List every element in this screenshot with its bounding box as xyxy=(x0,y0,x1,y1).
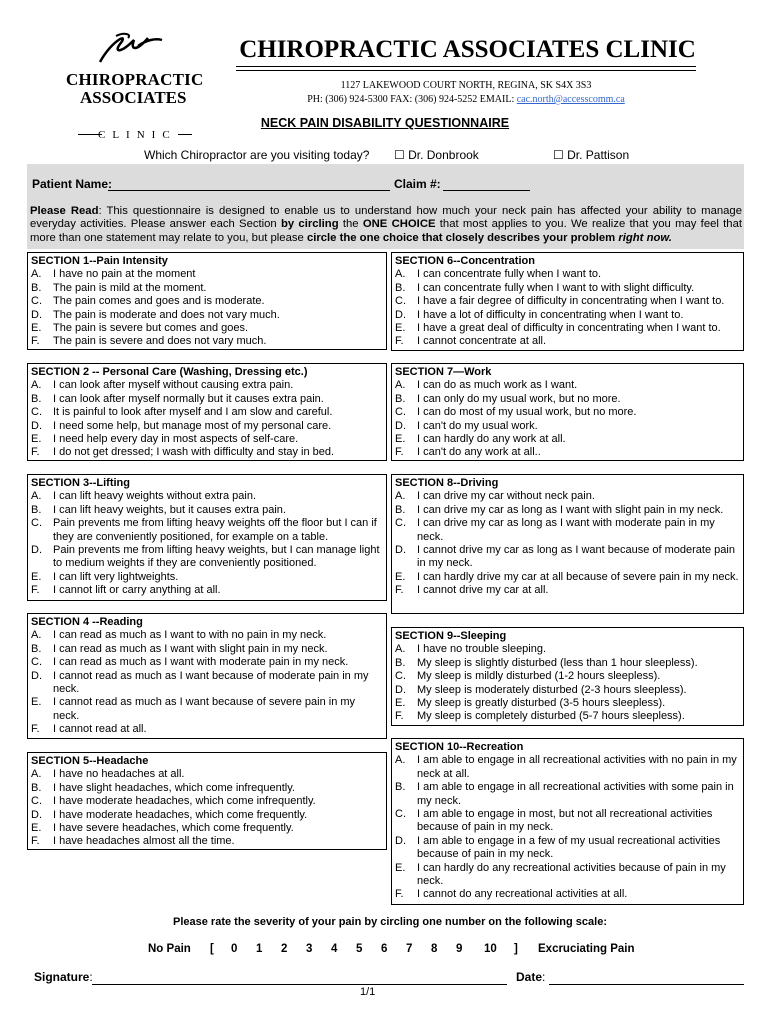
option-letter: C. xyxy=(395,670,406,683)
option-letter: A. xyxy=(31,490,42,503)
option-letter: A. xyxy=(31,629,42,642)
section-title: SECTION 6--Concentration xyxy=(395,255,535,267)
answer-option[interactable] xyxy=(31,809,383,822)
option-letter: E. xyxy=(395,697,406,710)
option-letter: B. xyxy=(395,781,406,794)
option-text: I need some help, but manage most of my personal care. xyxy=(53,419,332,432)
pain-scale-0[interactable]: 0 xyxy=(231,943,238,955)
section-title: SECTION 1--Pain Intensity xyxy=(31,255,168,267)
option-text: I can drive my car as long as I want with moderate pain in my neck. xyxy=(417,517,715,543)
section-6-concentration xyxy=(391,252,744,351)
option-text: My sleep is moderately disturbed (2-3 hours sleepless). xyxy=(417,683,687,696)
option-text: My sleep is mildly disturbed (1-2 hours sleepless). xyxy=(417,670,661,683)
clinic-title: CHIROPRACTIC ASSOCIATES CLINIC xyxy=(239,36,696,63)
answer-option[interactable] xyxy=(31,295,383,308)
answer-option[interactable] xyxy=(31,406,383,419)
section-title: SECTION 5--Headache xyxy=(31,755,149,767)
answer-option[interactable] xyxy=(31,433,383,446)
option-letter: F. xyxy=(395,888,404,901)
answer-option[interactable] xyxy=(31,656,383,669)
claim-field[interactable] xyxy=(443,190,530,191)
pain-scale-10[interactable]: 10 xyxy=(484,943,497,955)
option-text: I cannot drive my car at all. xyxy=(417,584,549,597)
option-text: I have slight headaches, which come infrequently. xyxy=(53,781,295,794)
section-5-headache xyxy=(27,752,387,850)
section-title: SECTION 9--Sleeping xyxy=(395,630,507,642)
option-text: I have no trouble sleeping. xyxy=(417,643,547,656)
option-text: My sleep is slightly disturbed (less than 1 hour sleepless). xyxy=(417,656,698,669)
questionnaire-title: NECK PAIN DISABILITY QUESTIONNAIRE xyxy=(260,116,510,130)
section-title: SECTION 2 -- Personal Care (Washing, Dressing etc.) xyxy=(31,366,308,378)
section-title: SECTION 8--Driving xyxy=(395,477,499,489)
option-letter: C. xyxy=(395,808,406,821)
answer-option[interactable] xyxy=(395,295,740,308)
option-text: Pain prevents me from lifting heavy weights, but I can manage light to medium weights if they are conveniently positioned. xyxy=(53,544,380,570)
option-text: Pain prevents me from lifting heavy weights off the floor but I can if they are conveniently positioned, for example on a table. xyxy=(53,517,377,543)
clinic-logo xyxy=(60,30,204,141)
pain-scale-4[interactable]: 4 xyxy=(331,943,338,955)
answer-option[interactable] xyxy=(395,835,740,862)
claim-label: Claim #: xyxy=(394,177,441,191)
option-letter: E. xyxy=(395,433,406,446)
answer-option[interactable] xyxy=(395,282,740,295)
answer-option[interactable] xyxy=(395,517,740,544)
option-text: I cannot lift or carry anything at all. xyxy=(53,584,221,597)
answer-option[interactable] xyxy=(31,490,383,503)
date-label: Date: xyxy=(516,970,546,984)
option-letter: B. xyxy=(395,656,406,669)
answer-option[interactable] xyxy=(395,393,740,406)
option-letter: B. xyxy=(31,281,42,294)
instructions: Please Read: This questionnaire is designed to enable us to understand how much your neck pain has affected your ability to manage everyday activities. Please answer each Section by circling the ONE CHOICE that most applies to you. We realize that you may feel that more than one statement may relate to you, but please circle the one choice that closely describes your problem right now. xyxy=(30,205,742,244)
answer-option[interactable] xyxy=(31,544,383,571)
option-letter: A. xyxy=(395,490,406,503)
option-letter: D. xyxy=(31,669,42,682)
option-text: The pain is severe and does not vary much. xyxy=(53,335,267,348)
answer-option[interactable] xyxy=(31,322,383,335)
option-letter: D. xyxy=(31,544,42,557)
option-text: I can hardly do any work at all. xyxy=(417,433,566,446)
answer-option[interactable] xyxy=(31,782,383,795)
option-text: I can hardly do any recreational activities because of pain in my neck. xyxy=(417,861,726,888)
option-text: The pain is mild at the moment. xyxy=(53,281,207,294)
pain-scale-2[interactable]: 2 xyxy=(281,943,288,955)
checkbox-pattison[interactable]: ☐ Dr. Pattison xyxy=(553,148,630,162)
option-text: I have moderate headaches, which come frequently. xyxy=(53,808,308,821)
option-text: The pain is severe but comes and goes. xyxy=(53,322,249,335)
section-8-driving xyxy=(391,474,744,614)
option-letter: A. xyxy=(395,754,406,767)
option-letter: E. xyxy=(31,696,42,709)
clinic-contact xyxy=(236,94,696,105)
option-text: I am able to engage in most, but not all recreational activities because of pain in my neck. xyxy=(417,808,713,834)
answer-option[interactable] xyxy=(31,268,383,281)
answer-option[interactable] xyxy=(395,490,740,503)
answer-option[interactable] xyxy=(31,629,383,642)
option-letter: B. xyxy=(395,281,406,294)
option-letter: C. xyxy=(31,517,42,530)
answer-option[interactable] xyxy=(395,433,740,446)
option-letter: D. xyxy=(31,308,42,321)
option-letter: E. xyxy=(31,822,42,835)
signature-field[interactable] xyxy=(92,984,507,985)
answer-option[interactable] xyxy=(31,504,383,517)
option-letter: F. xyxy=(395,584,404,597)
option-letter: F. xyxy=(395,446,404,459)
option-letter: D. xyxy=(395,419,406,432)
page-number: 1/1 xyxy=(360,986,376,998)
option-text: I can lift heavy weights without extra pain. xyxy=(53,490,256,503)
option-text: I can concentrate fully when I want to with slight difficulty. xyxy=(417,281,695,294)
answer-option[interactable] xyxy=(395,571,740,584)
option-text: I can concentrate fully when I want to. xyxy=(417,268,602,281)
answer-option[interactable] xyxy=(31,696,383,723)
option-letter: E. xyxy=(395,322,406,335)
answer-option[interactable] xyxy=(395,657,740,670)
patient-name-label: Patient Name: xyxy=(32,177,113,191)
option-text: I can't do my usual work. xyxy=(417,419,538,432)
phone-fax: PH: (306) 924-5300 FAX: (306) 924-5252 EMAIL: xyxy=(307,94,515,105)
pain-scale-7[interactable]: 7 xyxy=(406,943,413,955)
option-text: I can drive my car as long as I want with slight pain in my neck. xyxy=(417,503,724,516)
option-text: I have no headaches at all. xyxy=(53,768,185,781)
section-2-personal-care xyxy=(27,363,387,461)
option-letter: B. xyxy=(31,642,42,655)
answer-option[interactable] xyxy=(31,571,383,584)
option-text: My sleep is greatly disturbed (3-5 hours sleepless). xyxy=(417,697,666,710)
option-letter: C. xyxy=(31,295,42,308)
option-text: I cannot read as much as I want because of moderate pain in my neck. xyxy=(53,669,369,696)
option-letter: F. xyxy=(395,335,404,348)
option-letter: E. xyxy=(31,570,42,583)
option-letter: A. xyxy=(395,379,406,392)
section-3-lifting xyxy=(27,474,387,601)
option-letter: B. xyxy=(31,503,42,516)
option-letter: F. xyxy=(31,446,40,459)
option-text: I have headaches almost all the time. xyxy=(53,835,235,848)
answer-option[interactable] xyxy=(31,822,383,835)
option-letter: E. xyxy=(31,322,42,335)
option-text: I can hardly drive my car at all because of severe pain in my neck. xyxy=(417,570,739,583)
option-text: The pain comes and goes and is moderate. xyxy=(53,295,265,308)
logo-text-line3: CLINIC xyxy=(98,129,177,141)
answer-option[interactable] xyxy=(31,420,383,433)
answer-option[interactable] xyxy=(395,420,740,433)
option-letter: C. xyxy=(395,517,406,530)
checkbox-donbrook[interactable]: ☐ Dr. Donbrook xyxy=(394,148,479,162)
answer-option[interactable] xyxy=(395,406,740,419)
email-link[interactable]: cac.north@accesscomm.ca xyxy=(516,94,625,105)
option-letter: F. xyxy=(395,710,404,723)
option-text: I can only do my usual work, but no more. xyxy=(417,392,621,405)
option-text: I cannot read at all. xyxy=(53,723,147,736)
section-7-work xyxy=(391,363,744,461)
option-letter: B. xyxy=(395,392,406,405)
pain-scale-1[interactable]: 1 xyxy=(256,943,263,955)
option-text: It is painful to look after myself and I am slow and careful. xyxy=(53,406,333,419)
answer-option[interactable] xyxy=(395,446,740,459)
option-letter: A. xyxy=(31,768,42,781)
answer-option[interactable] xyxy=(395,684,740,697)
answer-option[interactable] xyxy=(31,835,383,848)
option-text: I can read as much as I want with moderate pain in my neck. xyxy=(53,656,349,669)
option-text: I cannot do any recreational activities at all. xyxy=(417,888,628,901)
option-text: My sleep is completely disturbed (5-7 hours sleepless). xyxy=(417,710,685,723)
pain-scale-9[interactable]: 9 xyxy=(456,943,463,955)
answer-option[interactable] xyxy=(395,335,740,348)
option-letter: F. xyxy=(31,723,40,736)
option-letter: D. xyxy=(395,834,406,847)
option-text: I do not get dressed; I wash with difficulty and stay in bed. xyxy=(53,446,335,459)
answer-option[interactable] xyxy=(31,643,383,656)
option-text: I have no pain at the moment xyxy=(53,268,196,281)
header-rule xyxy=(236,66,696,67)
option-letter: E. xyxy=(395,861,406,874)
answer-option[interactable] xyxy=(31,723,383,736)
option-text: I can look after myself without causing extra pain. xyxy=(53,379,294,392)
section-title: SECTION 4 --Reading xyxy=(31,616,143,628)
answer-option[interactable] xyxy=(395,268,740,281)
answer-option[interactable] xyxy=(395,309,740,322)
option-text: I am able to engage in a few of my usual recreational activities because of pain in my neck. xyxy=(417,834,721,861)
logo-text-line2: ASSOCIATES xyxy=(80,88,187,107)
option-text: I cannot drive my car as long as I want because of moderate pain in my neck. xyxy=(417,544,735,570)
severity-prompt: Please rate the severity of your pain by circling one number on the following scale: xyxy=(173,916,607,928)
option-text: I can lift very lightweights. xyxy=(53,570,179,583)
option-text: I am able to engage in all recreational activities with no pain in my neck at all. xyxy=(417,754,737,780)
option-text: I have a great deal of difficulty in concentrating when I want to. xyxy=(417,322,721,335)
answer-option[interactable] xyxy=(31,335,383,348)
logo-text-line1: CHIROPRACTIC xyxy=(66,70,204,89)
pain-scale-5[interactable]: 5 xyxy=(356,943,363,955)
option-text: I can do most of my usual work, but no more. xyxy=(417,406,637,419)
no-pain-label: No Pain xyxy=(148,943,191,955)
option-letter: D. xyxy=(395,683,406,696)
answer-option[interactable] xyxy=(31,670,383,697)
option-letter: C. xyxy=(395,406,406,419)
answer-option[interactable] xyxy=(31,795,383,808)
option-letter: A. xyxy=(31,379,42,392)
chiropractor-question: Which Chiropractor are you visiting today? xyxy=(144,148,370,162)
option-text: I can look after myself normally but it causes extra pain. xyxy=(53,392,324,405)
option-letter: B. xyxy=(395,503,406,516)
option-text: I cannot concentrate at all. xyxy=(417,335,547,348)
answer-option[interactable] xyxy=(31,517,383,544)
option-text: I have a fair degree of difficulty in concentrating when I want to. xyxy=(417,295,725,308)
answer-option[interactable] xyxy=(395,808,740,835)
answer-option[interactable] xyxy=(395,710,740,723)
option-letter: D. xyxy=(395,544,406,557)
option-text: The pain is moderate and does not vary much. xyxy=(53,308,280,321)
option-letter: C. xyxy=(31,406,42,419)
header-rule xyxy=(236,70,696,71)
option-text: I can read as much as I want to with no pain in my neck. xyxy=(53,629,327,642)
answer-option[interactable] xyxy=(395,544,740,571)
option-letter: E. xyxy=(31,433,42,446)
option-text: I have moderate headaches, which come infrequently. xyxy=(53,795,316,808)
option-text: I can lift heavy weights, but it causes extra pain. xyxy=(53,503,286,516)
answer-option[interactable] xyxy=(395,754,740,781)
option-letter: D. xyxy=(31,419,42,432)
answer-option[interactable] xyxy=(395,888,740,901)
answer-option[interactable] xyxy=(31,309,383,322)
section-9-sleeping xyxy=(391,627,744,726)
option-letter: C. xyxy=(31,795,42,808)
answer-option[interactable] xyxy=(31,379,383,392)
option-letter: A. xyxy=(31,268,42,281)
answer-option[interactable] xyxy=(31,393,383,406)
option-text: I am able to engage in all recreational activities with some pain in my neck. xyxy=(417,781,734,807)
option-letter: C. xyxy=(31,656,42,669)
answer-option[interactable] xyxy=(31,282,383,295)
answer-option[interactable] xyxy=(395,670,740,683)
section-title: SECTION 10--Recreation xyxy=(395,741,524,753)
answer-option[interactable] xyxy=(395,322,740,335)
answer-option[interactable] xyxy=(395,862,740,889)
section-4-reading xyxy=(27,613,387,739)
pain-scale-3[interactable]: 3 xyxy=(306,943,313,955)
patient-name-field[interactable] xyxy=(108,190,390,191)
answer-option[interactable] xyxy=(395,379,740,392)
section-1-pain-intensity xyxy=(27,252,387,350)
logo-divider-right xyxy=(178,134,192,135)
option-text: I have severe headaches, which come frequently. xyxy=(53,822,294,835)
answer-option[interactable] xyxy=(395,584,740,597)
clinic-address: 1127 LAKEWOOD COURT NORTH, REGINA, SK S4X 3S3 xyxy=(340,80,592,91)
option-text: I have a lot of difficulty in concentrating when I want to. xyxy=(417,308,684,321)
signature-label: Signature: xyxy=(34,970,93,984)
option-letter: E. xyxy=(395,570,406,583)
option-letter: B. xyxy=(31,781,42,794)
option-letter: F. xyxy=(31,584,40,597)
logo-swoosh-icon xyxy=(90,30,170,70)
option-letter: F. xyxy=(31,835,40,848)
excruciating-label: Excruciating Pain xyxy=(538,943,635,955)
pain-scale-6[interactable]: 6 xyxy=(381,943,388,955)
answer-option[interactable] xyxy=(31,446,383,459)
section-title: SECTION 7—Work xyxy=(395,366,492,378)
option-text: I can't do any work at all.. xyxy=(417,446,541,459)
answer-option[interactable] xyxy=(395,504,740,517)
section-10-recreation xyxy=(391,738,744,905)
option-letter: A. xyxy=(395,643,406,656)
option-letter: D. xyxy=(395,308,406,321)
option-text: I cannot read as much as I want because of severe pain in my neck. xyxy=(53,696,356,722)
answer-option[interactable] xyxy=(31,768,383,781)
section-title: SECTION 3--Lifting xyxy=(31,477,130,489)
scale-close-bracket: ] xyxy=(514,943,518,955)
answer-option[interactable] xyxy=(395,781,740,808)
option-letter: C. xyxy=(395,295,406,308)
option-text: I can read as much as I want with slight pain in my neck. xyxy=(53,642,328,655)
option-letter: A. xyxy=(395,268,406,281)
option-letter: B. xyxy=(31,392,42,405)
date-field[interactable] xyxy=(549,984,744,985)
option-text: I can do as much work as I want. xyxy=(417,379,578,392)
answer-option[interactable] xyxy=(395,697,740,710)
answer-option[interactable] xyxy=(395,643,740,656)
answer-option[interactable] xyxy=(31,584,383,597)
pain-scale-8[interactable]: 8 xyxy=(431,943,438,955)
scale-open-bracket: [ xyxy=(210,943,214,955)
option-text: I can drive my car without neck pain. xyxy=(417,490,595,503)
option-letter: D. xyxy=(31,808,42,821)
option-letter: F. xyxy=(31,335,40,348)
option-text: I need help every day in most aspects of self-care. xyxy=(53,433,299,446)
